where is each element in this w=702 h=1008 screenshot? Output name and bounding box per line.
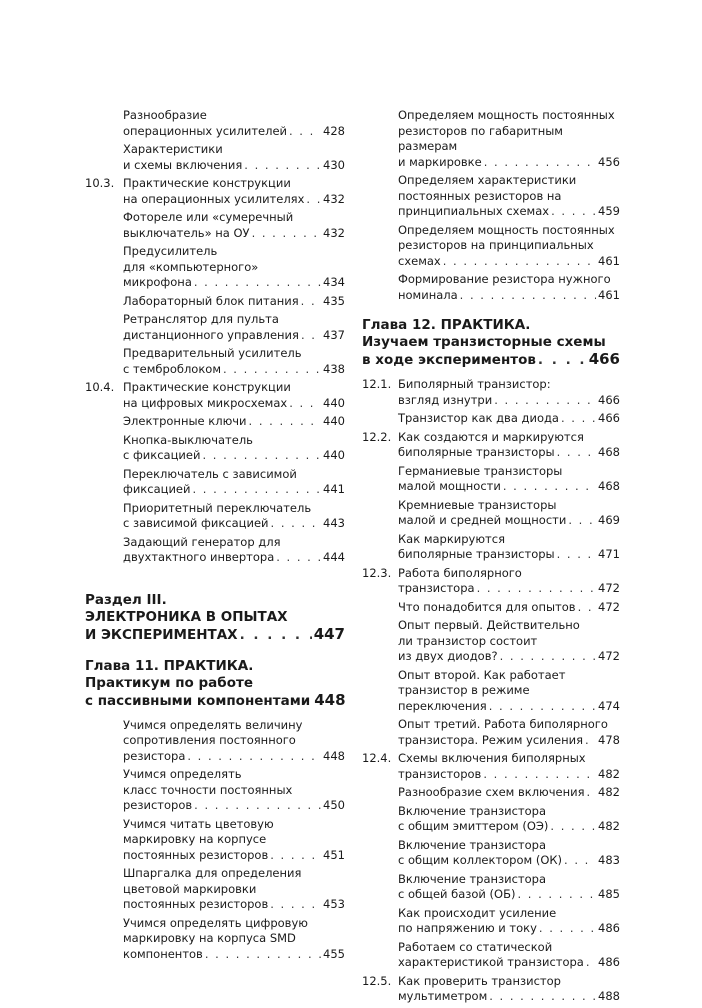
entry-last-line [123,749,345,765]
section-number: 12.2. [362,429,392,444]
entry-title-line: сопротивления постоянного [123,733,296,747]
entry-title-line: Работаем со статической [398,939,553,954]
dot-leader [550,819,596,835]
dot-leader [483,767,596,783]
entry-title-line: в ходе экспериментов [362,352,536,368]
page-number: 472 [598,649,620,663]
dot-leader [270,848,321,864]
dot-leader [564,853,596,869]
entry-title-line: Включение транзистора [398,837,547,852]
entry-last-line [123,848,345,864]
entry-last-line [123,396,345,412]
entry-title-line: Опыт второй. Как работает [398,667,566,682]
page-number: 451 [323,847,345,862]
page-number: 461 [598,287,620,302]
toc-entry[interactable] [85,535,345,566]
entry-last-line [398,288,620,304]
entry-title-line: Схемы включения биполярных [398,751,586,765]
entry-title-line: И ЭКСПЕРИМЕНТАХ [85,626,238,643]
page-number: 471 [598,547,620,561]
entry-title-line: Кремниевые транзисторы [398,497,557,512]
entry-title-line: и маркировке [398,154,482,169]
entry-last-line [398,649,620,665]
entry-title-line: Учимся читать цветовую [123,816,274,831]
entry-title-line: для «компьютерного» [123,259,259,274]
entry-title-line: Фотореле или «сумеречный [123,210,294,224]
toc-entry[interactable] [362,272,620,303]
toc-entry[interactable] [362,566,620,597]
toc-entry[interactable] [85,244,345,291]
dot-leader [494,393,596,409]
entry-title-line: двухтактного инвертора [123,550,275,564]
entry-title-line: Практикум по работе [85,674,253,691]
entry-title-line: Изучаем транзисторные схемы [362,334,606,350]
toc-entry[interactable] [362,411,620,427]
entry-last-line [123,516,345,532]
page-number: 453 [323,897,345,911]
page-number: 440 [323,395,345,410]
entry-last-line [398,989,620,1005]
section-number: 12.1. [362,377,392,391]
entry-title-line: с общим эмиттером (ОЭ) [398,819,549,833]
entry-last-line [398,955,620,971]
dot-leader [223,362,321,378]
entry-last-line [123,192,345,208]
entry-last-line [398,853,620,869]
entry-last-line [398,819,620,835]
entry-last-line [123,294,345,310]
dot-leader [192,482,321,498]
dot-leader [271,516,322,532]
dot-leader [301,328,321,344]
toc-entry[interactable] [362,751,620,782]
page-number: 486 [598,955,620,969]
entry-title-line: транзистора [398,581,475,595]
entry-title-line: маркировку на корпусе [123,832,267,846]
entry-title-line: постоянных резисторов [123,847,269,862]
entry-title-line: маркировку на корпуса SMD [123,931,296,945]
entry-title-line: Лабораторный блок питания [123,293,299,308]
entry-title-line: Учимся определять цифровую [123,915,308,930]
entry-title-line: Как маркируются [398,531,505,546]
page-number: 478 [598,732,620,747]
entry-last-line [398,600,620,616]
entry-title-line: Включение транзистора [398,803,547,818]
entry-last-line [123,947,345,963]
entry-title-line: с зависимой фиксацией [123,516,269,530]
toc-entry[interactable] [85,916,345,963]
toc-entry[interactable] [362,838,620,869]
entry-title-line: Как происходит усиление [398,905,557,920]
dot-leader [477,581,596,597]
page-number: 435 [323,293,345,308]
entry-last-line [398,767,620,783]
entry-title-line: Шпаргалка для определения [123,866,302,880]
toc-entry[interactable] [362,906,620,937]
entry-last-line [123,414,345,430]
entry-title-line: резистора [123,748,186,763]
entry-title-line: Включение транзистора [398,871,547,886]
dot-leader [194,275,321,291]
page-number: 472 [598,581,620,595]
entry-title-line: Разнообразие [123,108,207,122]
entry-last-line [398,254,620,270]
entry-title-line: Опыт третий. Работа биполярного [398,717,608,731]
entry-title-line: компонентов [123,946,203,961]
toc-entry[interactable] [362,600,620,616]
page-number: 483 [598,853,620,867]
dot-leader [289,124,321,140]
entry-title-line: с фиксацией [123,448,201,462]
toc-entry[interactable] [362,430,620,461]
entry-title-line: дистанционного управления [123,327,299,342]
page-number: 466 [598,411,620,425]
page-number: 461 [598,253,620,268]
entry-title-line: и схемы включения [123,157,243,172]
entry-title-line: биполярные транзисторы [398,445,555,459]
entry-title-line: Разнообразие схем включения [398,785,585,799]
entry-title-line: транзистор в режиме [398,683,530,697]
page-number: 434 [323,275,345,289]
entry-title-line: Что понадобится для опытов [398,599,576,614]
section-number: 12.5. [362,973,392,988]
entry-title-line: Предварительный усилитель [123,346,302,360]
entry-title-line: Переключатель с зависимой [123,466,297,481]
entry-title-line: цветовой маркировки [123,881,257,896]
entry-title-line: постоянных резисторов [123,897,269,911]
entry-last-line [123,897,345,913]
entry-title-line: переключения [398,698,487,713]
page-number: 448 [314,690,346,709]
entry-last-line [398,699,620,715]
dot-leader [301,294,321,310]
dot-leader [289,396,321,412]
toc-entry[interactable] [85,817,345,864]
toc-entry[interactable] [85,414,345,430]
entry-last-line [398,445,620,461]
dot-leader [202,448,321,464]
entry-title-line: Определяем мощность постоянных [398,222,615,237]
toc-entry[interactable] [85,380,345,411]
toc-entry[interactable] [362,223,620,270]
page-number: 469 [598,513,620,527]
toc-entry[interactable] [362,804,620,835]
toc-entry[interactable] [85,294,345,310]
toc-entry[interactable] [85,467,345,498]
entry-last-line [398,513,620,529]
entry-title-line: ЭЛЕКТРОНИКА В ОПЫТАХ [85,608,288,625]
toc-heading[interactable] [85,592,345,644]
entry-last-line [123,798,345,814]
toc-entry[interactable] [362,940,620,971]
toc-heading[interactable] [362,317,620,369]
page-number: 466 [598,392,620,407]
entry-title-line: малой и средней мощности [398,513,567,527]
dot-leader [194,798,321,814]
page-number: 444 [323,550,345,564]
entry-title-line: с темброблоком [123,361,221,376]
toc-entry[interactable] [85,767,345,814]
page-number: 482 [598,766,620,781]
page-number: 432 [323,191,345,206]
entry-title-line: Биполярный транзистор: [398,377,551,391]
entry-last-line [123,448,345,464]
entry-title-line: взгляд изнутри [398,392,493,407]
page-number: 486 [598,921,620,935]
toc-entry[interactable] [362,872,620,903]
entry-title-line: микрофона [123,275,192,289]
page-number: 438 [323,361,345,376]
page-number: 474 [598,698,620,713]
dot-leader [586,955,596,971]
toc-left-column [85,108,345,965]
toc-entry[interactable] [362,785,620,801]
dot-leader [539,921,596,937]
entry-last-line [85,692,345,710]
entry-title-line: малой мощности [398,479,501,493]
entry-title-line: Электронные ключи [123,414,247,428]
entry-title-line: с пассивными компонентами [85,692,311,709]
entry-title-line: из двух диодов? [398,649,498,663]
entry-last-line [398,411,620,427]
entry-last-line [398,479,620,495]
entry-title-line: транзисторов [398,766,482,781]
toc-entry[interactable] [85,142,345,173]
page-number: 455 [323,946,345,961]
entry-title-line: Формирование резистора нужного [398,272,611,286]
dot-leader [489,699,596,715]
entry-last-line [398,733,620,749]
entry-title-line: Учимся определять величину [123,717,303,732]
entry-title-line: Как проверить транзистор [398,973,561,988]
page-number: 443 [323,516,345,530]
entry-last-line [398,155,620,171]
dot-leader [252,226,321,242]
entry-title-line: номинала [398,287,458,302]
entry-title-line: Приоритетный переключатель [123,500,312,515]
toc-entry[interactable] [362,108,620,170]
entry-last-line [398,393,620,409]
entry-last-line [123,362,345,378]
entry-title-line: резисторов [123,798,193,812]
toc-entry[interactable] [362,618,620,665]
entry-title-line: на операционных усилителях [123,191,305,206]
dot-leader [503,479,596,495]
toc-entry[interactable] [85,312,345,343]
section-number: 12.3. [362,565,392,580]
toc-entry[interactable] [362,668,620,715]
entry-title-line: Учимся определять [123,767,242,781]
entry-title-line: фиксацией [123,482,191,496]
page-number: 488 [598,989,620,1003]
entry-title-line: с общей базой (ОБ) [398,887,516,901]
dot-leader [489,989,596,1005]
toc-entry[interactable] [85,210,345,241]
toc-entry[interactable] [362,498,620,529]
dot-leader [517,887,596,903]
entry-title-line: схемах [398,253,441,268]
toc-entry[interactable] [85,718,345,765]
entry-title-line: Глава 11. ПРАКТИКА. [85,657,254,674]
entry-last-line [123,482,345,498]
entry-title-line: принципиальных схемах [398,204,550,218]
entry-title-line: постоянных резисторов на [398,188,562,203]
entry-title-line: операционных усилителей [123,123,287,138]
entry-title-line: выключатель» на ОУ [123,225,250,240]
page-number: 428 [323,123,345,138]
entry-last-line [398,921,620,937]
entry-last-line [85,626,345,644]
entry-title-line: с общим коллектором (ОК) [398,853,563,867]
entry-last-line [123,158,345,174]
page-number: 432 [323,225,345,240]
entry-title-line: Глава 12. ПРАКТИКА. [362,317,531,333]
page-number: 466 [588,350,620,368]
toc-entry[interactable] [85,108,345,139]
entry-title-line: Транзистор как два диода [398,411,559,425]
entry-last-line [123,124,345,140]
entry-title-line: на цифровых микросхемах [123,395,288,410]
page-number: 448 [323,748,345,763]
toc-right-column [362,108,620,1008]
dot-leader [205,947,321,963]
page-number: 485 [598,887,620,901]
toc-entry[interactable] [85,501,345,532]
dot-leader [270,897,321,913]
entry-title-line: Ретранслятор для пульта [123,312,279,326]
toc-entry[interactable] [85,433,345,464]
entry-title-line: Характеристики [123,142,223,156]
entry-title-line: Определяем характеристики [398,173,577,187]
entry-title-line: Практические конструкции [123,176,291,190]
page-number: 447 [313,624,345,643]
entry-title-line: транзистора. Режим усиления [398,732,583,747]
page-number: 450 [323,798,345,812]
page-number: 440 [323,414,345,428]
entry-title-line: Кнопка-выключатель [123,432,253,447]
toc-entry[interactable] [362,173,620,220]
dot-leader [244,158,321,174]
entry-title-line: Практические конструкции [123,380,291,394]
toc-heading[interactable] [85,658,345,710]
dot-leader [500,649,596,665]
page-number: 468 [598,445,620,459]
toc-entry[interactable] [362,464,620,495]
toc-entry[interactable] [85,176,345,207]
page-number: 472 [598,599,620,614]
entry-title-line: резисторов на принципиальных [398,238,594,252]
page-number: 437 [323,327,345,342]
section-number: 10.3. [85,176,115,190]
dot-leader [187,749,321,765]
entry-last-line [362,351,620,369]
entry-title-line: Задающий генератор для [123,534,281,549]
entry-title-line: Опыт первый. Действительно [398,618,580,632]
entry-last-line [398,785,620,801]
entry-title-line: Предусилитель [123,244,218,258]
entry-title-line: по напряжению и току [398,921,537,935]
dot-leader [460,288,596,304]
dot-leader [249,414,322,430]
toc-entry[interactable] [362,377,620,408]
entry-title-line: Германиевые транзисторы [398,463,563,478]
dot-leader [561,411,596,427]
dot-leader [585,733,596,749]
dot-leader [557,547,596,563]
toc-entry[interactable] [362,717,620,748]
entry-title-line: Как создаются и маркируются [398,429,584,444]
entry-last-line [398,547,620,563]
toc-entry[interactable] [85,866,345,913]
page-number: 482 [598,785,620,799]
page-number: 430 [323,157,345,172]
entry-title-line: класс точности постоянных [123,782,293,797]
dot-leader [240,627,312,644]
dot-leader [276,550,321,566]
entry-last-line [123,550,345,566]
page-number: 456 [598,154,620,169]
entry-title-line: мультиметром [398,989,488,1003]
page-number: 482 [598,819,620,833]
entry-last-line [123,328,345,344]
toc-entry[interactable] [362,532,620,563]
page-number: 440 [323,448,345,462]
dot-leader [568,513,596,529]
page-number: 441 [323,482,345,496]
dot-leader [484,155,596,171]
dot-leader [443,254,596,270]
dot-leader [551,204,596,220]
entry-last-line [123,275,345,291]
dot-leader [538,352,587,369]
entry-title-line: ли транзистор состоит [398,633,538,648]
page-number: 468 [598,479,620,493]
entry-title-line: Определяем мощность постоянных [398,108,615,122]
entry-last-line [398,204,620,220]
toc-entry[interactable] [85,346,345,377]
entry-title-line: биполярные транзисторы [398,547,555,561]
section-number: 10.4. [85,380,115,394]
dot-leader [587,785,597,801]
page-number: 459 [598,204,620,218]
entry-last-line [398,887,620,903]
dot-leader [306,192,321,208]
section-number: 12.4. [362,751,392,765]
entry-title-line: характеристикой транзистора [398,955,584,969]
entry-last-line [398,581,620,597]
entry-title-line: резисторов по габаритным размерам [398,123,563,153]
dot-leader [578,600,596,616]
entry-last-line [123,226,345,242]
dot-leader [557,445,596,461]
entry-title-line: Работа биполярного [398,565,522,580]
entry-title-line: Раздел III. [85,591,167,608]
